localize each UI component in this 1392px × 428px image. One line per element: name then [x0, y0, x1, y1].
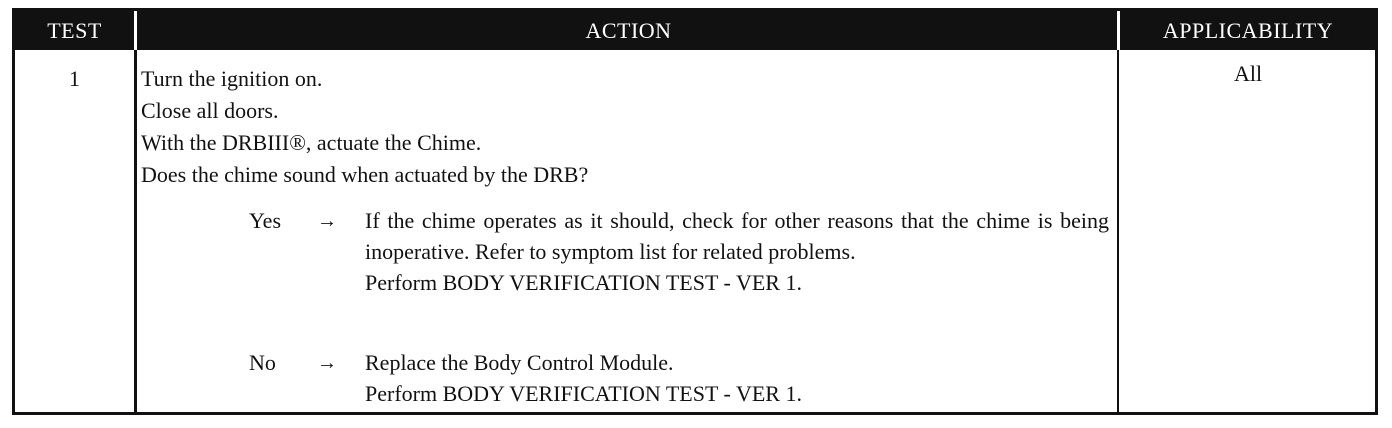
action-cell: [141, 63, 1116, 406]
column-divider: [134, 50, 137, 412]
header-divider: [1117, 11, 1120, 50]
header-action: ACTION: [585, 18, 672, 43]
table-header: [15, 11, 1375, 50]
branch-yes-text: If the chime operates as it should, check for other reasons that the chime is being inoperative. Refer to symptom list for related problems.: [365, 208, 1109, 264]
branch-no-body: [365, 347, 1109, 409]
branch-yes: [141, 205, 1116, 335]
branch-no-text: Replace the Body Control Module.: [365, 350, 674, 375]
branch-no-label: No: [249, 350, 276, 375]
branch-no: [141, 347, 1116, 417]
action-step: With the DRBIII®, actuate the Chime.: [141, 130, 482, 155]
header-applicability: APPLICABILITY: [1162, 18, 1334, 43]
action-question: Does the chime sound when actuated by the DRB?: [141, 162, 589, 187]
test-number: 1: [69, 66, 80, 91]
action-step: Close all doors.: [141, 98, 279, 123]
action-step: Turn the ignition on.: [141, 66, 323, 91]
branch-no-perform: Perform BODY VERIFICATION TEST - VER 1.: [365, 381, 802, 406]
column-divider: [1117, 50, 1119, 412]
arrow-right-icon: →: [317, 352, 337, 374]
arrow-right-icon: →: [317, 210, 337, 232]
diagnostic-test-table: [12, 8, 1378, 415]
applicability-value: All: [1233, 61, 1263, 86]
branch-yes-perform: Perform BODY VERIFICATION TEST - VER 1.: [365, 270, 802, 295]
branch-yes-body: [365, 205, 1109, 298]
header-test: TEST: [47, 18, 102, 43]
branch-yes-label: Yes: [249, 208, 282, 233]
